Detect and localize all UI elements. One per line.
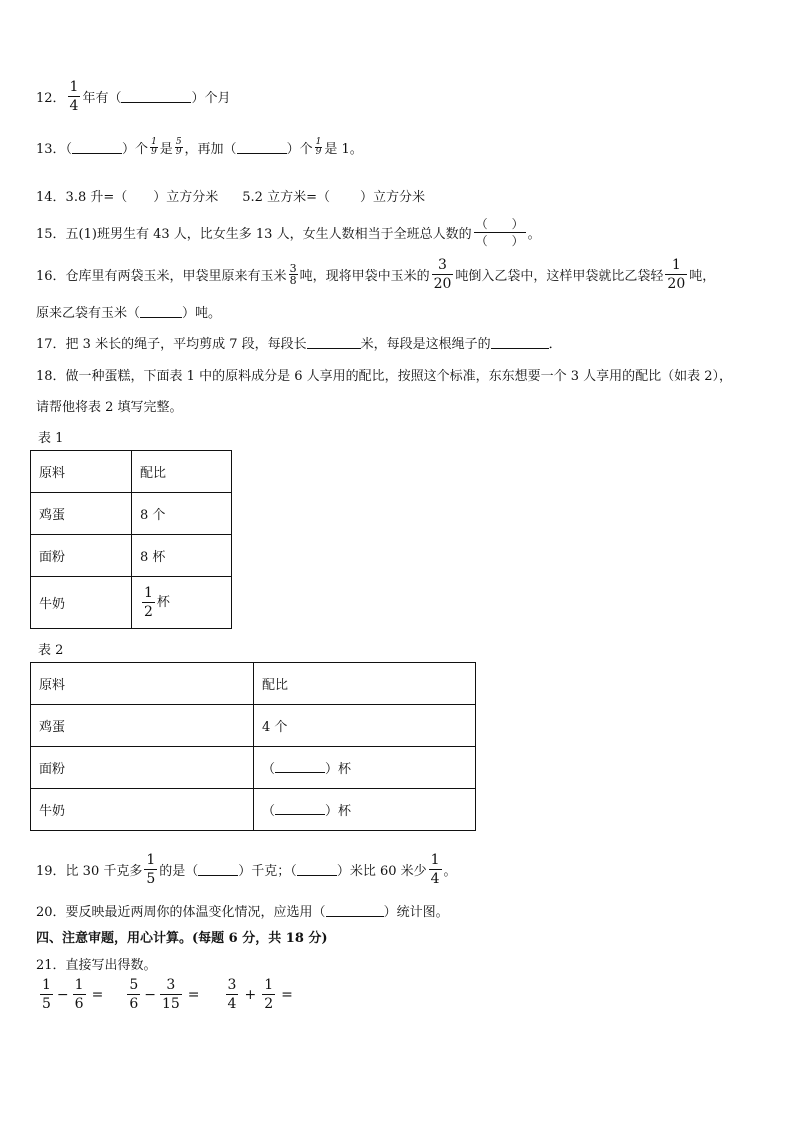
section-heading: 四、注意审题，用心计算。(每题 6 分，共 18 分) [36, 931, 328, 946]
fraction-blank[interactable]: $\frac{( )}{( )}$ [475, 217, 524, 248]
table-row: 牛奶 $\frac{1}{2}$ 杯 [31, 577, 232, 629]
table-1-caption: 表 1 [38, 431, 64, 446]
question-12: 12． $\frac{1}{4}$ 年有（ ）个月 [36, 79, 231, 114]
fraction: $\frac{1}{5}$ [42, 977, 51, 1012]
fraction: $\frac{1}{6}$ [74, 977, 84, 1012]
answer-blank[interactable] [491, 336, 549, 349]
answer-blank[interactable] [297, 863, 337, 876]
fraction: $\frac{3}{15}$ [161, 977, 180, 1012]
answer-blank[interactable] [121, 90, 191, 103]
fraction: $\frac{1}{4}$ [69, 79, 79, 114]
question-14: 14． 3.8 升=（ ）立方分米 5.2 立方米=（ ）立方分米 [36, 190, 425, 205]
fraction: $\frac{5}{9}$ [175, 137, 182, 157]
answer-blank[interactable] [275, 760, 325, 773]
expression-2: $\frac{5}{6}$ − $\frac{3}{15}$ = [129, 977, 200, 1012]
table-row: 鸡蛋 8 个 [31, 493, 232, 535]
fraction: $\frac{5}{6}$ [129, 977, 139, 1012]
question-18-line2: 请帮他将表 2 填写完整。 [36, 400, 183, 415]
question-21: 21． 直接写出得数。 [36, 958, 157, 973]
question-16: 16． 仓库里有两袋玉米，甲袋里原来有玉米 $\frac{3}{8}$ 吨，现将甲袋中玉米的 $\frac{3}{20}$ 吨倒入乙袋中，这样甲袋就比乙袋轻 $\frac{1}{20}$ 吨， [36, 257, 716, 292]
question-15: 15． 五(1)班男生有 43 人，比女生多 13 人，女生人数相当于全班总人数的 $\frac{( )}{( )}$ 。 [36, 217, 541, 248]
fraction: $\frac{1}{9}$ [151, 137, 157, 157]
table-row: 鸡蛋 4 个 [31, 705, 476, 747]
table-2 [30, 662, 476, 831]
table-2-caption: 表 2 [38, 643, 64, 658]
table-row: 面粉 8 杯 [31, 535, 232, 577]
question-number: 12． [36, 91, 66, 106]
answer-blank[interactable] [275, 802, 325, 815]
fraction: $\frac{3}{4}$ [227, 977, 237, 1012]
table-header-row: 原料 配比 [31, 663, 476, 705]
table-row: 面粉 （ ）杯 [31, 747, 476, 789]
fraction: $\frac{1}{9}$ [315, 137, 322, 157]
answer-blank[interactable] [307, 336, 361, 349]
question-20: 20． 要反映最近两周你的体温变化情况，应选用（ ）统计图。 [36, 905, 449, 920]
expression-1: $\frac{1}{5}$ − $\frac{1}{6}$ = [42, 977, 104, 1012]
question-16-line2: 原来乙袋有玉米（ ）吨。 [36, 306, 222, 321]
answer-blank[interactable] [326, 904, 384, 917]
answer-blank[interactable] [140, 305, 182, 318]
fraction: $\frac{1}{5}$ [146, 852, 156, 887]
fraction: $\frac{1}{20}$ [667, 257, 686, 292]
fraction: $\frac{1}{4}$ [430, 852, 440, 887]
table-1 [30, 450, 232, 629]
question-19: 19． 比 30 千克多 $\frac{1}{5}$ 的是（ ）千克；（ ）米比 60 米少 $\frac{1}{4}$ 。 [36, 852, 457, 887]
fraction: $\frac{1}{2}$ [144, 585, 153, 620]
fraction: $\frac{3}{8}$ [289, 262, 297, 287]
answer-blank[interactable] [237, 141, 287, 154]
table-header-row: 原料 配比 [31, 451, 232, 493]
question-13: 13．（ ）个 $\frac{1}{9}$ 是 $\frac{5}{9}$ ，再加（ ）个 $\frac{1}{9}$ 是 1。 [36, 137, 363, 157]
question-18: 18． 做一种蛋糕，下面表 1 中的原料成分是 6 人享用的配比，按照这个标准，东东想要一个 3 人享用的配比（如表 2）， [36, 369, 733, 384]
answer-blank[interactable] [198, 863, 238, 876]
fraction: $\frac{1}{2}$ [264, 977, 274, 1012]
table-row: 牛奶 （ ）杯 [31, 789, 476, 831]
question-17: 17． 把 3 米长的绳子，平均剪成 7 段，每段长 米，每段是这根绳子的 ． [36, 337, 562, 352]
answer-blank[interactable] [72, 141, 122, 154]
expression-3: $\frac{3}{4}$ + $\frac{1}{2}$ = [227, 977, 293, 1012]
calculation-row [38, 978, 293, 1011]
fraction: $\frac{3}{20}$ [433, 257, 452, 292]
